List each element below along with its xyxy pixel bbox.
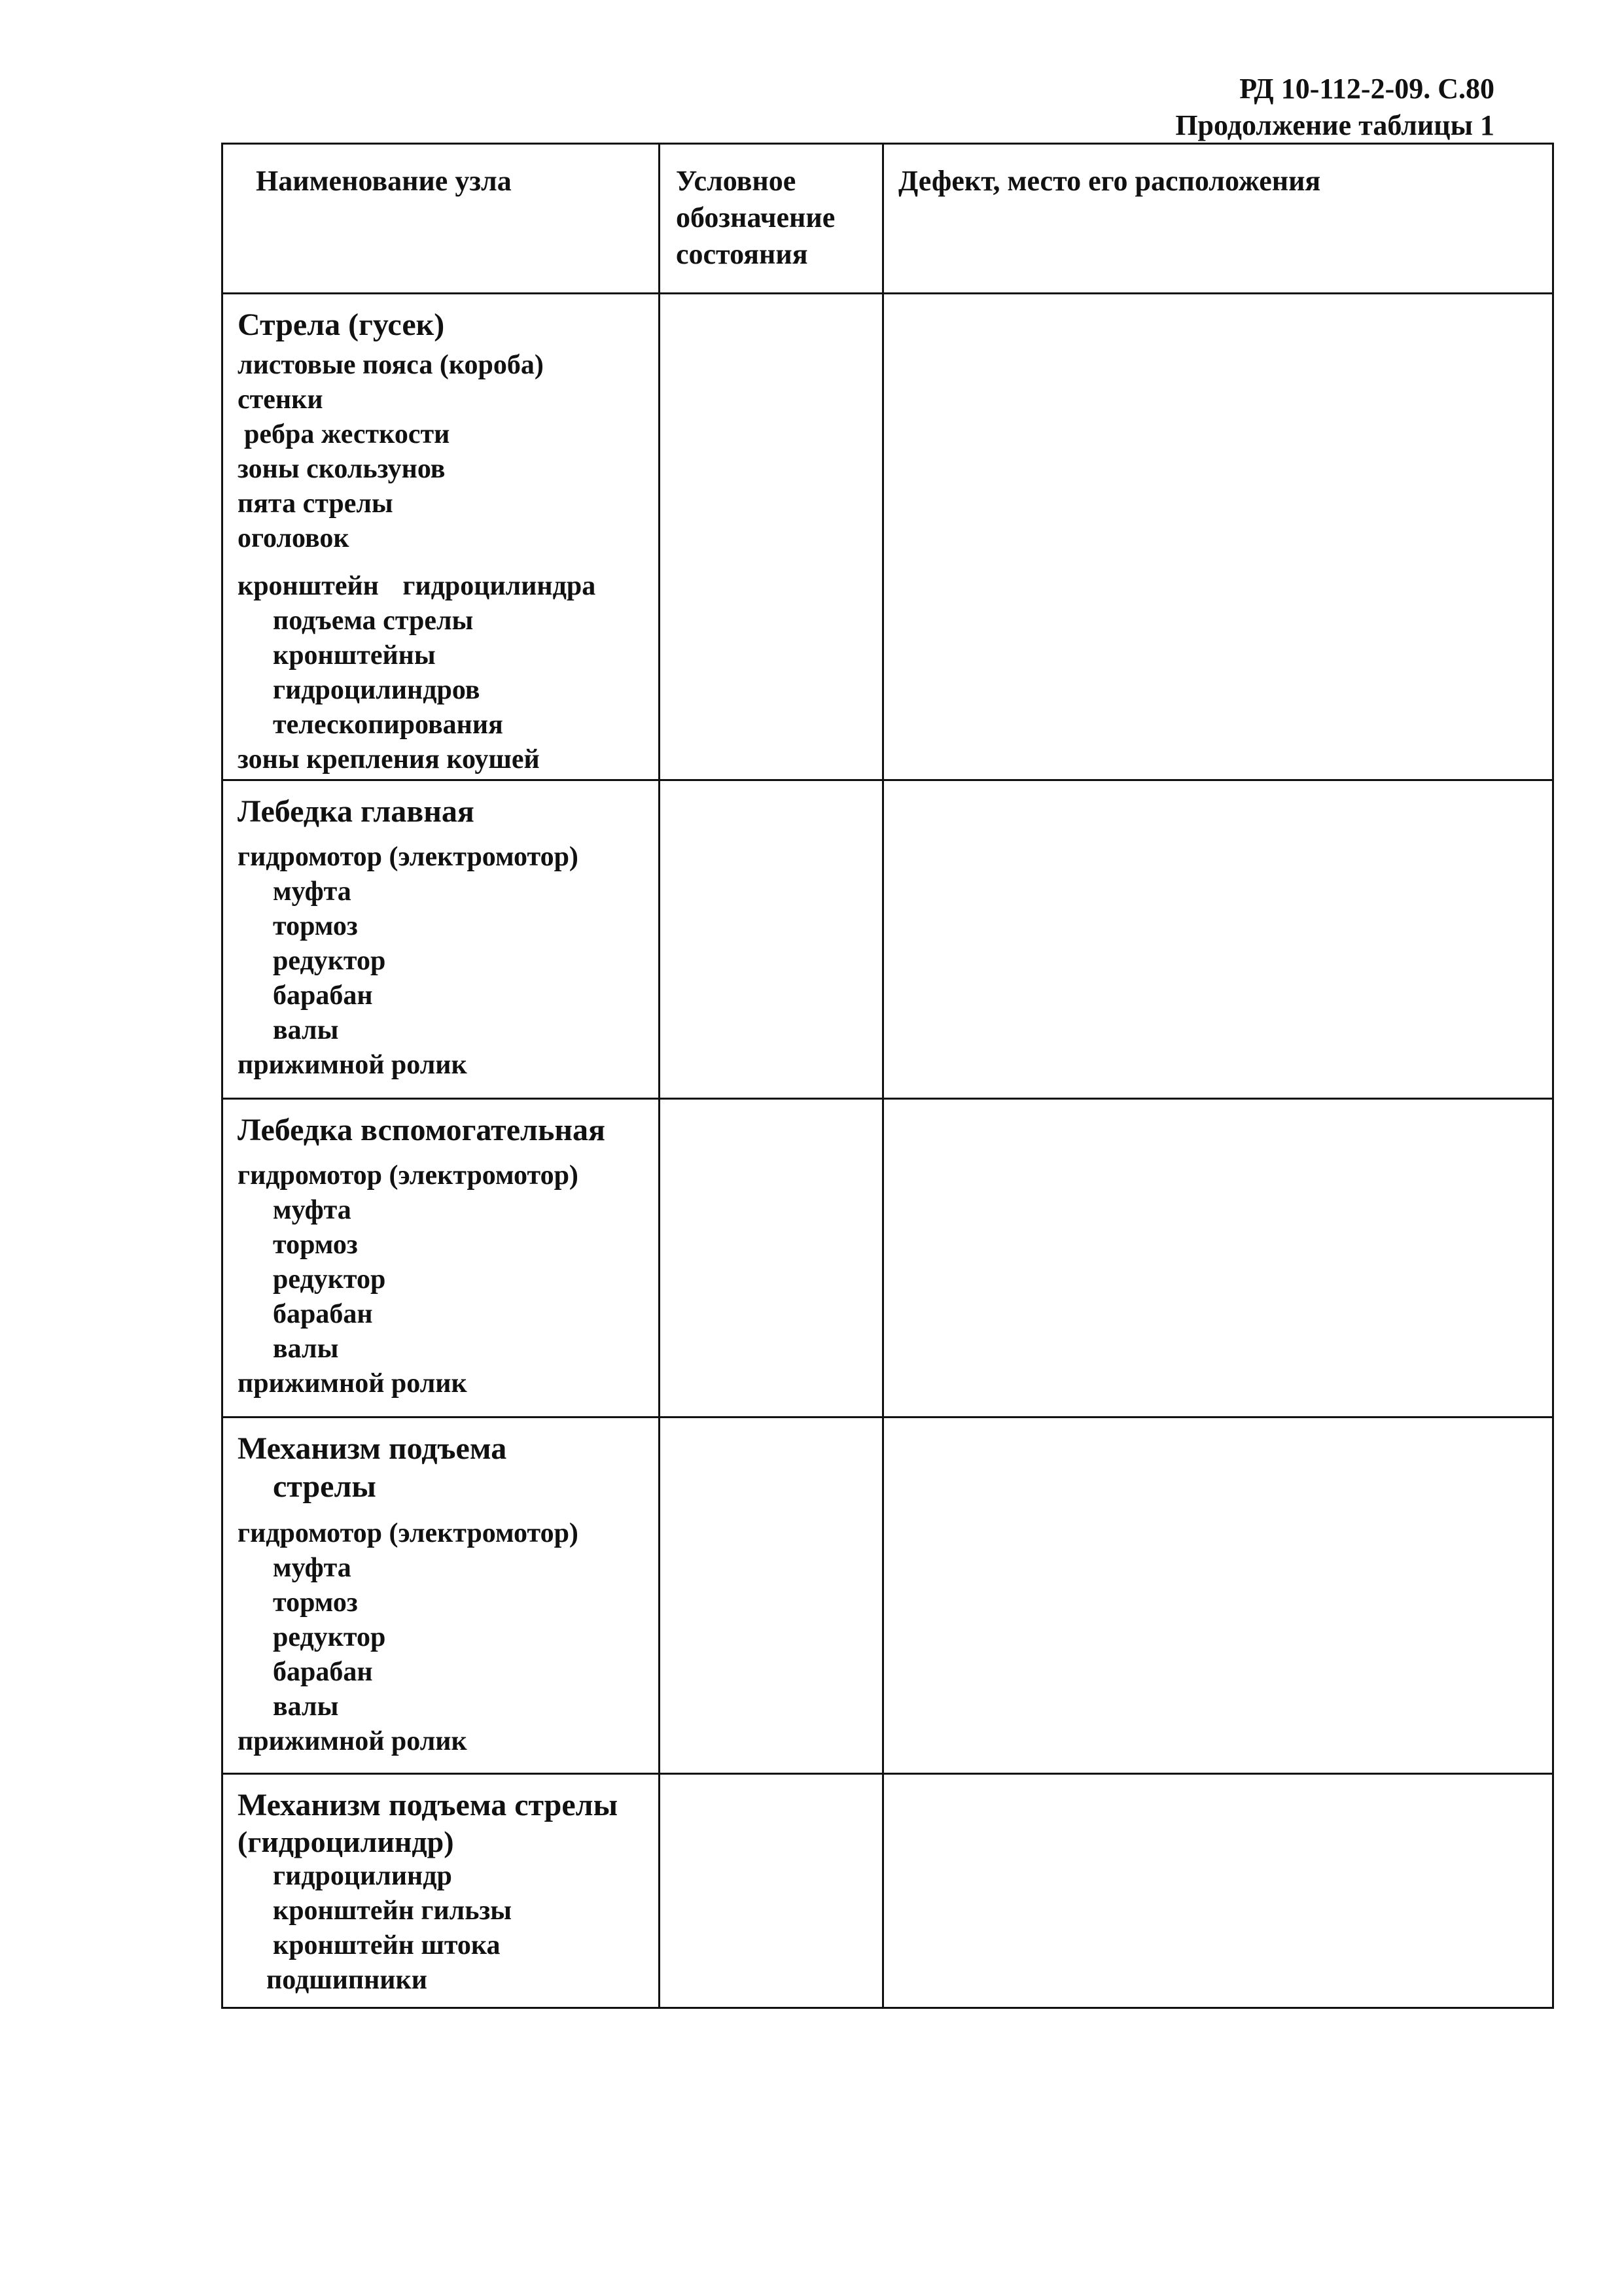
unit-name-cell bbox=[222, 294, 660, 780]
table-row bbox=[222, 1774, 1553, 2008]
list-item: валы bbox=[273, 1015, 339, 1045]
list-item: тормоз bbox=[273, 1230, 358, 1260]
list-item: телескопирования bbox=[273, 710, 503, 740]
column-header-condition-code: Условное обозначение состояния bbox=[660, 144, 883, 294]
table-row bbox=[222, 780, 1553, 1099]
list-item: оголовок bbox=[238, 523, 349, 553]
condition-code-cell bbox=[660, 1418, 883, 1774]
condition-code-cell bbox=[660, 780, 883, 1099]
list-item: муфта bbox=[273, 877, 351, 907]
column-header-defect-location: Дефект, место его расположения bbox=[883, 144, 1553, 294]
section-title: Лебедка вспомогательная bbox=[238, 1113, 605, 1147]
list-item: ребра жесткости bbox=[244, 419, 450, 449]
table-row bbox=[222, 1099, 1553, 1418]
section-title: Стрела (гусек) bbox=[238, 307, 445, 342]
list-item: гидроцилиндров bbox=[273, 675, 480, 705]
table-header-row bbox=[222, 144, 1553, 294]
list-item: кронштейн гильзы bbox=[273, 1896, 512, 1926]
list-item: гидроцилиндр bbox=[273, 1861, 452, 1891]
unit-name-cell bbox=[222, 1418, 660, 1774]
section-title: Механизм подъема стрелы bbox=[238, 1788, 618, 1822]
list-item: редуктор bbox=[273, 946, 386, 976]
list-item: гидромотор (электромотор) bbox=[238, 842, 578, 872]
list-item: зоны скользунов bbox=[238, 454, 446, 484]
list-item: стенки bbox=[238, 385, 323, 415]
list-item: валы bbox=[273, 1334, 339, 1364]
inspection-table bbox=[221, 143, 1554, 2009]
list-item: зоны крепления коушей bbox=[238, 744, 540, 774]
list-item: кронштейн гидроцилиндра bbox=[238, 571, 596, 601]
list-item: пята стрелы bbox=[238, 489, 393, 519]
list-item: листовые пояса (короба) bbox=[238, 350, 544, 380]
unit-name-cell bbox=[222, 780, 660, 1099]
list-item: кронштейн штока bbox=[273, 1930, 501, 1960]
list-item: валы bbox=[273, 1692, 339, 1722]
table-continuation-label: Продолжение таблицы 1 bbox=[1175, 109, 1494, 141]
document-code: РД 10-112-2-09. С.80 bbox=[1239, 73, 1494, 105]
section-title: Лебедка главная bbox=[238, 794, 474, 829]
list-item: муфта bbox=[273, 1553, 351, 1583]
list-item: барабан bbox=[273, 981, 373, 1011]
table-row bbox=[222, 294, 1553, 780]
list-item: тормоз bbox=[273, 1588, 358, 1618]
list-item: кронштейны bbox=[273, 640, 436, 670]
list-item: редуктор bbox=[273, 1264, 386, 1295]
table-row bbox=[222, 1418, 1553, 1774]
column-header-unit-name: Наименование узла bbox=[222, 144, 660, 294]
defect-location-cell bbox=[883, 1099, 1553, 1418]
list-item: (гидроцилиндр) bbox=[238, 1825, 454, 1858]
list-item: подъема стрелы bbox=[273, 606, 474, 636]
list-item: прижимной ролик bbox=[238, 1726, 467, 1756]
list-item: прижимной ролик bbox=[238, 1368, 467, 1399]
list-item: гидромотор (электромотор) bbox=[238, 1518, 578, 1548]
defect-location-cell bbox=[883, 294, 1553, 780]
list-item: барабан bbox=[273, 1299, 373, 1329]
list-item: тормоз bbox=[273, 911, 358, 941]
list-item: гидромотор (электромотор) bbox=[238, 1160, 578, 1191]
defect-location-cell bbox=[883, 1418, 1553, 1774]
list-item: подшипники bbox=[266, 1965, 427, 1995]
defect-location-cell bbox=[883, 1774, 1553, 2008]
condition-code-cell bbox=[660, 294, 883, 780]
list-item: редуктор bbox=[273, 1622, 386, 1652]
list-item: прижимной ролик bbox=[238, 1050, 467, 1080]
unit-name-cell bbox=[222, 1774, 660, 2008]
defect-location-cell bbox=[883, 780, 1553, 1099]
section-title: стрелы bbox=[273, 1469, 376, 1504]
section-title: Механизм подъема bbox=[238, 1431, 507, 1466]
condition-code-cell bbox=[660, 1099, 883, 1418]
condition-code-cell bbox=[660, 1774, 883, 2008]
list-item: муфта bbox=[273, 1195, 351, 1225]
list-item: барабан bbox=[273, 1657, 373, 1687]
unit-name-cell bbox=[222, 1099, 660, 1418]
